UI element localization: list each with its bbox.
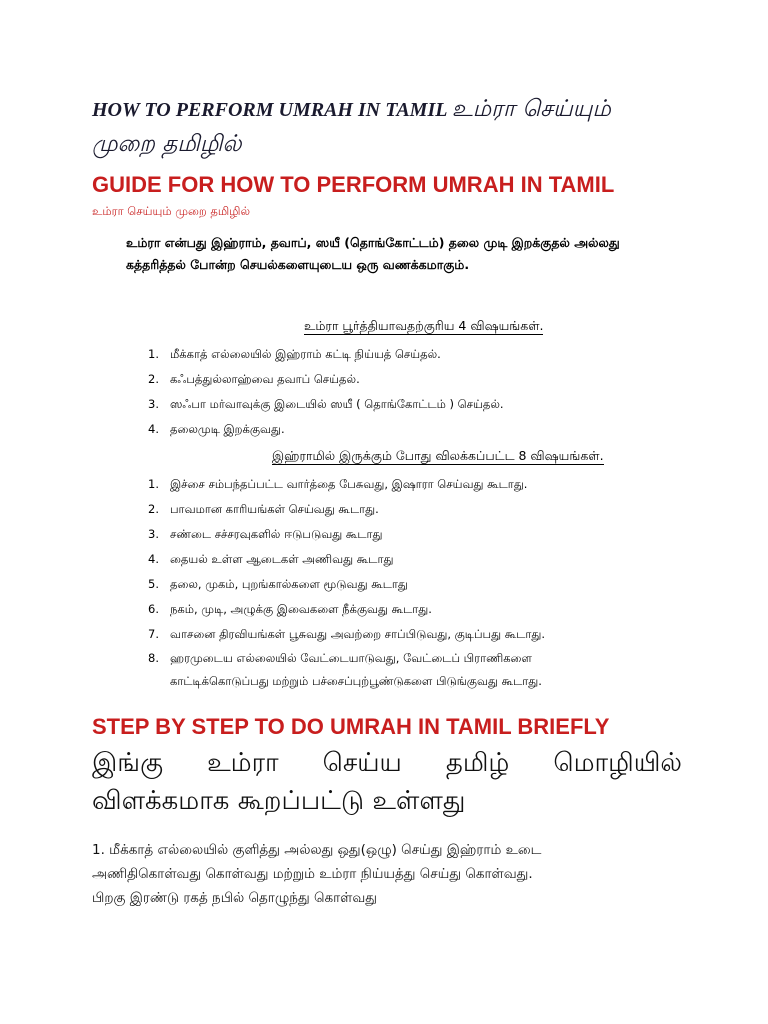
title-tamil-part2: முறை தமிழில்	[92, 131, 242, 157]
list-item-text: மீக்காத் எல்லையில் இஹ்ராம் கட்டி நிய்யத் செய்தல்.	[170, 347, 441, 361]
scan-intro-line2: கத்தரித்தல் போன்ற செயல்களையுடைய ஒரு வணக்கமாகும்.	[126, 257, 470, 272]
list-item-text: சண்டை சச்சரவுகளில் ஈடுபடுவது கூடாது	[170, 527, 383, 541]
list-item	[148, 417, 504, 442]
list-item-text: ஸஃபா மர்வாவுக்கு இடையில் ஸயீ ( தொங்கோட்டம் ) செய்தல்.	[170, 397, 504, 411]
list-item-text: இச்சை சம்பந்தப்பட்ட வார்த்தை பேசுவது, இஷாரா செய்வது கூடாது.	[170, 477, 528, 491]
list-item	[148, 622, 610, 647]
list-item-number: 6.	[148, 602, 159, 616]
list-item-number: 8.	[148, 651, 159, 665]
list-item	[148, 522, 610, 547]
paragraph-line3: பிறகு இரண்டு ரகத் நபில் தொழுந்து கொள்வது	[92, 890, 377, 906]
list-item	[148, 472, 610, 497]
list-item	[148, 392, 504, 417]
title-tamil-part1: உம்ரா செய்யும்	[451, 96, 611, 122]
section1-title-text: உம்ரா பூர்த்தியாவதற்குரிய 4 விஷயங்கள்.	[304, 318, 544, 333]
list-item-number: 7.	[148, 627, 159, 641]
guide-heading: GUIDE FOR HOW TO PERFORM UMRAH IN TAMIL	[92, 172, 615, 197]
list-item-number: 3.	[148, 397, 159, 411]
list-item	[148, 342, 504, 367]
page-title	[92, 92, 692, 162]
list-item-text: வாசனை திரவியங்கள் பூசுவது அவற்றை சாப்பிடுவது, குடிப்பது கூடாது.	[170, 627, 546, 641]
list-item-number: 2.	[148, 502, 159, 516]
section2-title	[272, 448, 604, 465]
section1-list	[148, 342, 504, 442]
title-english: HOW TO PERFORM UMRAH IN TAMIL	[92, 99, 447, 121]
step-heading: STEP BY STEP TO DO UMRAH IN TAMIL BRIEFLY	[92, 714, 610, 739]
list-item	[148, 497, 610, 522]
list-item-text: தலை, முகம், புறங்கால்களை மூடுவது கூடாது	[170, 577, 408, 591]
scan-intro	[126, 232, 666, 276]
list-item	[148, 572, 610, 597]
list-item	[148, 547, 610, 572]
list-item-number: 1.	[148, 347, 159, 361]
list-item-text: நகம், முடி, அழுக்கு இவைகளை நீக்குவது கூடாது.	[170, 602, 432, 616]
list-item-number: 5.	[148, 577, 159, 591]
step-tamil-line1: இங்கு உம்ரா செய்ய தமிழ் மொழியில்	[92, 748, 682, 778]
step-paragraph	[92, 838, 678, 910]
list-item-number: 4.	[148, 422, 159, 436]
guide-subheading: உம்ரா செய்யும் முறை தமிழில்	[92, 204, 251, 218]
list-item	[148, 367, 504, 392]
list-item-number: 1.	[148, 477, 159, 491]
list-item-number: 3.	[148, 527, 159, 541]
list-item	[148, 597, 610, 622]
list-item-number: 4.	[148, 552, 159, 566]
scan-intro-line1: உம்ரா என்பது இஹ்ராம், தவாப், ஸயீ (தொங்கோட்டம்) தலை முடி இறக்குதல் அல்லது	[126, 235, 620, 250]
list-item-number: 2.	[148, 372, 159, 386]
list-item-text: தையல் உள்ள ஆடைகள் அணிவது கூடாது	[170, 552, 394, 566]
step-tamil-line2: விளக்கமாக கூறப்பட்டு உள்ளது	[92, 786, 466, 816]
list-item-text: தலைமுடி இறக்குவது.	[170, 422, 285, 436]
list-item-text: பாவமான காரியங்கள் செய்வது கூடாது.	[170, 502, 379, 516]
section2-title-text: இஹ்ராமில் இருக்கும் போது விலக்கப்பட்ட 8 விஷயங்கள்.	[272, 448, 604, 463]
scanned-text-image	[96, 226, 672, 696]
list-item-text: ஹரமுடைய எல்லையில் வேட்டையாடுவது, வேட்டைப் பிராணிகளை காட்டிக்கொடுப்பது மற்றும் பச்சைப்புற்பூண்டுகளை பிடுங்குவது கூடாது.	[170, 651, 542, 688]
section1-title	[304, 318, 543, 335]
list-item	[148, 647, 610, 693]
list-item-text: கஃபத்துல்லாஹ்வை தவாப் செய்தல்.	[170, 372, 360, 386]
paragraph-line2: அணிதிகொள்வது கொள்வது மற்றும் உம்ரா நிய்யத்து செய்து கொள்வது.	[92, 866, 533, 882]
paragraph-line1: 1. மீக்காத் எல்லையில் குளித்து அல்லது ஒது(ஒழு) செய்து இஹ்ராம் உடை	[92, 842, 542, 858]
section2-list	[148, 472, 610, 693]
